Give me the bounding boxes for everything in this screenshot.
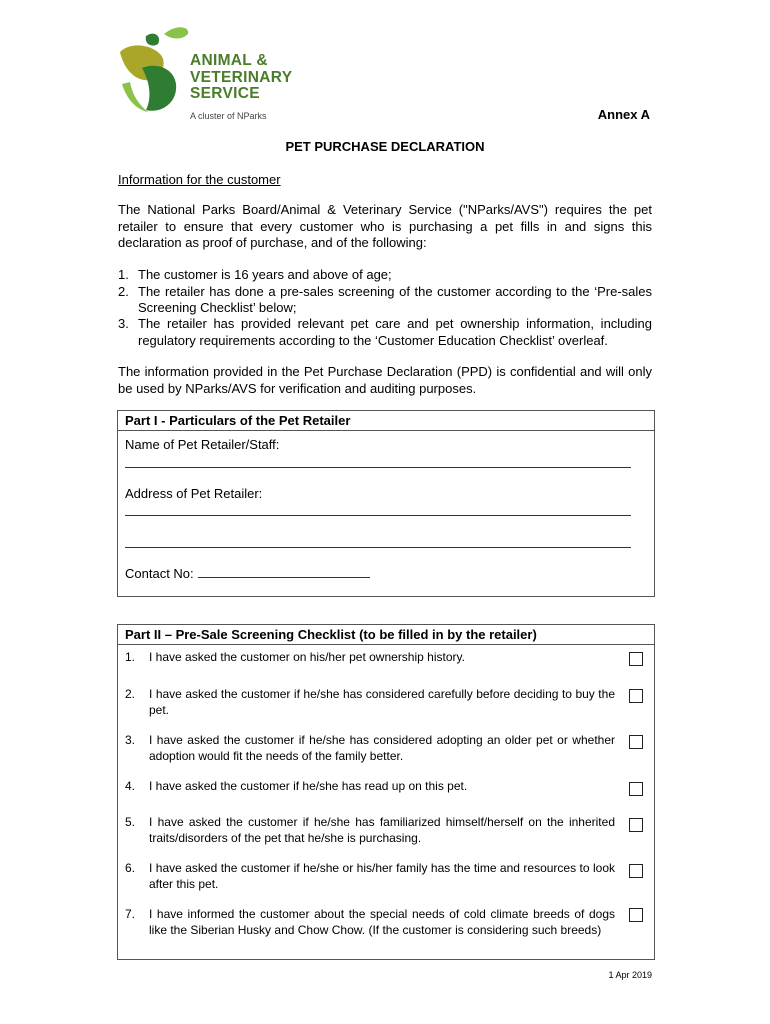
logo-wordmark: [190, 53, 292, 103]
checklist-number: 2.: [125, 687, 136, 701]
checklist-text: I have informed the customer about the special needs of cold climate breeds of dogs like the Siberian Husky and Chow Chow. (If the customer is considering such breeds): [149, 907, 615, 937]
contact-label: Contact No:: [125, 566, 194, 581]
checklist-checkbox[interactable]: [629, 908, 643, 922]
list-item-number: 3.: [118, 316, 129, 331]
checklist-number: 7.: [125, 907, 136, 921]
checklist-checkbox[interactable]: [629, 735, 643, 749]
checklist-number: 6.: [125, 861, 136, 875]
checklist-number: 5.: [125, 815, 136, 829]
part1-section: [117, 410, 655, 597]
page-title: PET PURCHASE DECLARATION: [285, 139, 485, 154]
checklist-number: 4.: [125, 779, 136, 793]
checklist-text: I have asked the customer if he/she has familiarized himself/herself on the inherited traits/disorders of the pet that he/she is purchasing.: [149, 815, 615, 845]
part1-title: Part I - Particulars of the Pet Retailer: [118, 411, 654, 431]
checklist-text: I have asked the customer if he/she has considered carefully before deciding to buy the pet.: [149, 687, 615, 717]
contact-field[interactable]: [198, 565, 370, 578]
checklist-checkbox[interactable]: [629, 864, 643, 878]
checklist-checkbox[interactable]: [629, 652, 643, 666]
part2-title: Part II – Pre-Sale Screening Checklist (to be filled in by the retailer): [118, 625, 654, 645]
retailer-address-label: Address of Pet Retailer:: [125, 486, 263, 501]
annex-label: Annex A: [597, 107, 650, 122]
checklist-checkbox[interactable]: [629, 782, 643, 796]
logo-line-2: VETERINARY: [190, 68, 293, 86]
list-item: [118, 284, 652, 317]
retailer-address-field-2[interactable]: [125, 547, 631, 548]
list-item: [118, 316, 652, 349]
checklist-checkbox[interactable]: [629, 689, 643, 703]
checklist-number: 1.: [125, 650, 136, 664]
retailer-address-field-1[interactable]: [125, 515, 631, 516]
checklist-number: 3.: [125, 733, 136, 747]
list-item-number: 2.: [118, 283, 129, 299]
part2-section: [117, 624, 655, 960]
logo-tagline: A cluster of NParks: [190, 111, 267, 121]
list-item-text: The retailer has provided relevant pet care and pet ownership information, including regulatory requirements according to the ‘Customer Education Checklist’ overleaf.: [138, 316, 652, 348]
info-heading: Information for the customer: [118, 172, 281, 187]
checklist-text: I have asked the customer on his/her pet ownership history.: [149, 650, 465, 664]
checklist-text: I have asked the customer if he/she or his/her family has the time and resources to look after this pet.: [149, 861, 615, 891]
list-item: [118, 267, 652, 284]
confidential-paragraph: The information provided in the Pet Purchase Declaration (PPD) is confidential and will only be used by NParks/AVS for verification and auditing purposes.: [118, 364, 652, 396]
list-item-number: 1.: [118, 267, 129, 282]
retailer-name-field[interactable]: [125, 467, 631, 468]
list-item-text: The customer is 16 years and above of age;: [138, 267, 392, 282]
logo-line-3: SERVICE: [190, 85, 260, 102]
intro-paragraph: The National Parks Board/Animal & Veterinary Service ("NParks/AVS") requires the pet retailer to ensure that every customer who is purchasing a pet fills in and signs this declaration as proof of purchase, and of the following:: [118, 202, 652, 250]
list-item-text: The retailer has done a pre-sales screening of the customer according to the ‘Pre-sales Screening Checklist’ below;: [138, 283, 652, 315]
checklist-text: I have asked the customer if he/she has read up on this pet.: [149, 779, 468, 793]
contact-row: [125, 565, 370, 582]
retailer-name-label: Name of Pet Retailer/Staff:: [125, 437, 280, 452]
logo-line-1: ANIMAL &: [190, 52, 268, 69]
checklist-checkbox[interactable]: [629, 818, 643, 832]
footer-date: 1 Apr 2019: [608, 970, 652, 980]
checklist-text: I have asked the customer if he/she has considered adopting an older pet or whether adoption would fit the needs of the family better.: [149, 733, 615, 763]
